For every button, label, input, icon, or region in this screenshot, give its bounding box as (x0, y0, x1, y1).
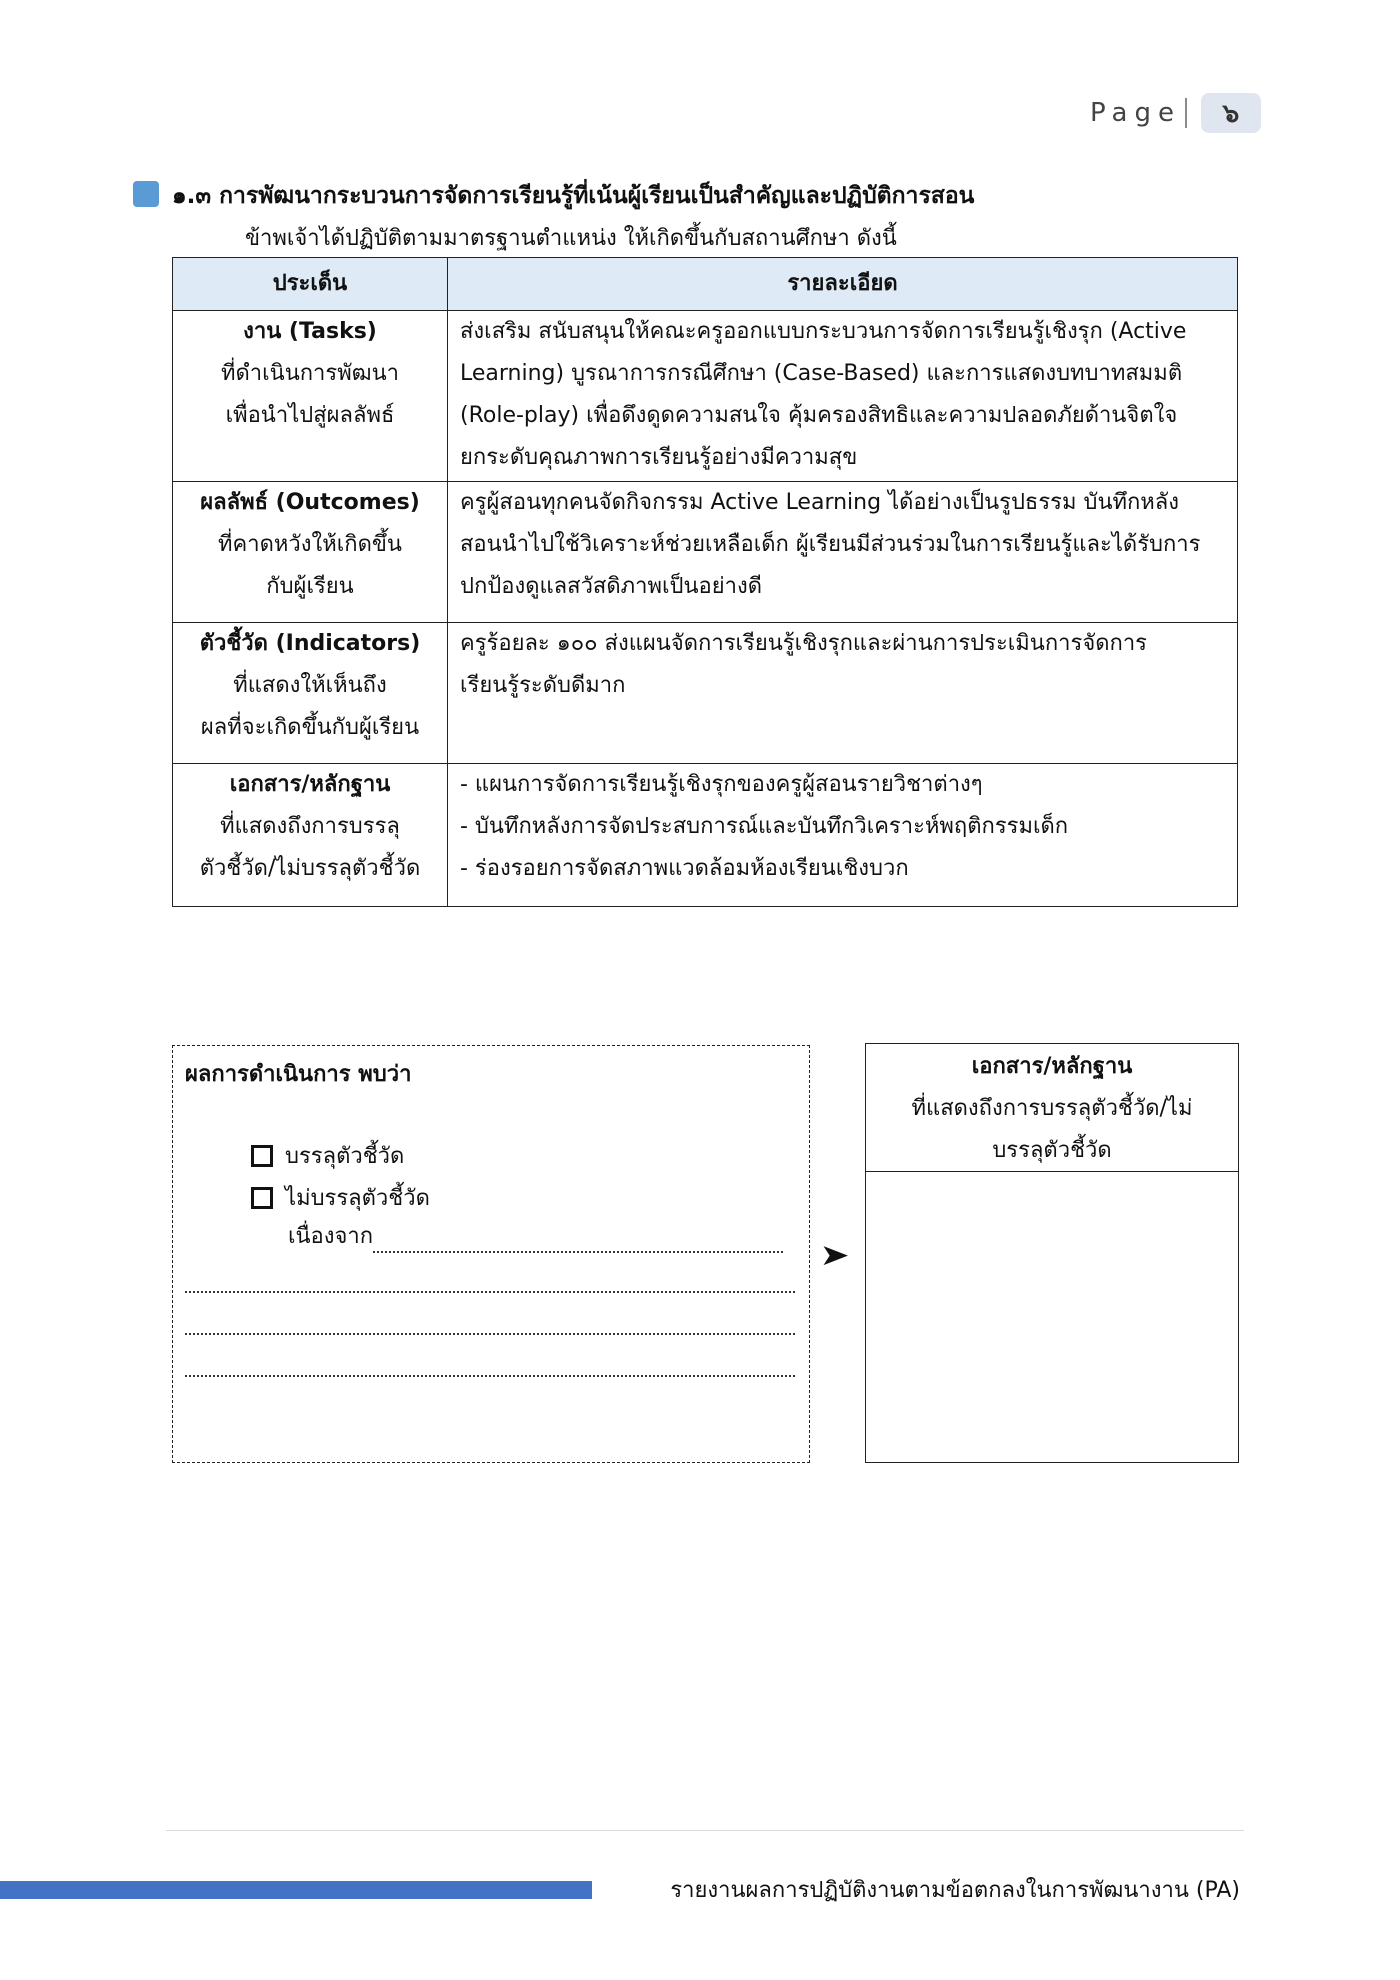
not-achieved-option[interactable] (251, 1180, 430, 1215)
evidence-header (866, 1044, 1238, 1172)
table-row (173, 482, 1238, 623)
achieved-option[interactable] (251, 1138, 404, 1173)
not-achieved-checkbox[interactable] (251, 1187, 273, 1209)
topic-cell (173, 623, 448, 764)
because-fill-line[interactable] (373, 1227, 783, 1253)
result-box (172, 1045, 810, 1463)
result-title: ผลการดำเนินการ พบว่า (185, 1062, 412, 1087)
arrow-left-icon: ➤ (819, 1238, 850, 1273)
detail-cell (448, 764, 1238, 907)
table-row (173, 623, 1238, 764)
topic-subtitle: ที่คาดหวังให้เกิดขึ้น (218, 532, 402, 557)
topic-subtitle: ผลที่จะเกิดขึ้นกับผู้เรียน (200, 715, 420, 740)
topic-cell (173, 311, 448, 482)
topic-subtitle: เพื่อนำไปสู่ผลลัพธ์ (225, 403, 395, 428)
topic-subtitle: ตัวชี้วัด/ไม่บรรลุตัวชี้วัด (199, 856, 421, 881)
because-label: เนื่องจาก (288, 1224, 374, 1249)
detail-line: - แผนการจัดการเรียนรู้เชิงรุกของครูผู้สอนรายวิชาต่างๆ (460, 772, 983, 797)
evidence-title: เอกสาร/หลักฐาน (971, 1054, 1133, 1079)
table-row (173, 764, 1238, 907)
fill-line[interactable] (185, 1374, 795, 1377)
section-intro: ข้าพเจ้าได้ปฏิบัติตามมาตรฐานตำแหน่ง ให้เกิดขึ้นกับสถานศึกษา ดังนี้ (245, 226, 897, 251)
section-bullet-icon (133, 181, 159, 207)
page-separator (1185, 98, 1187, 128)
section-title: ๑.๓ การพัฒนากระบวนการจัดการเรียนรู้ที่เน้นผู้เรียนเป็นสำคัญและปฏิบัติการสอน (172, 183, 975, 209)
topic-title: งาน (Tasks) (243, 319, 377, 344)
evidence-content-area[interactable] (866, 1172, 1238, 1460)
because-line[interactable] (288, 1218, 783, 1253)
detail-line: ส่งเสริม สนับสนุนให้คณะครูออกแบบกระบวนการจัดการเรียนรู้เชิงรุก (Active (460, 319, 1187, 344)
footer-divider (166, 1830, 1244, 1831)
not-achieved-label: ไม่บรรลุตัวชี้วัด (285, 1186, 430, 1211)
detail-cell (448, 311, 1238, 482)
evidence-subtitle: ที่แสดงถึงการบรรลุตัวชี้วัด/ไม่ (911, 1096, 1193, 1121)
table-header-row (173, 258, 1238, 311)
table-row (173, 311, 1238, 482)
topic-title: ตัวชี้วัด (Indicators) (199, 631, 421, 656)
detail-line: - ร่องรอยการจัดสภาพแวดล้อมห้องเรียนเชิงบวก (460, 856, 909, 881)
page-header (1090, 92, 1261, 134)
evidence-subtitle: บรรลุตัวชี้วัด (992, 1138, 1112, 1163)
detail-line: Learning) บูรณาการกรณีศึกษา (Case-Based) และการแสดงบทบาทสมมติ (460, 361, 1183, 386)
page-label: Page (1090, 98, 1181, 128)
detail-line: - บันทึกหลังการจัดประสบการณ์และบันทึกวิเคราะห์พฤติกรรมเด็ก (460, 814, 1069, 839)
topic-cell (173, 482, 448, 623)
detail-cell (448, 482, 1238, 623)
detail-line: เรียนรู้ระดับดีมาก (460, 673, 626, 698)
topic-title: เอกสาร/หลักฐาน (229, 772, 391, 797)
evidence-box (865, 1043, 1239, 1463)
detail-line: สอนนำไปใช้วิเคราะห์ช่วยเหลือเด็ก ผู้เรียนมีส่วนร่วมในการเรียนรู้และได้รับการ (460, 532, 1201, 557)
development-table (172, 257, 1238, 907)
column-header-topic: ประเด็น (173, 258, 448, 311)
detail-line: ปกป้องดูแลสวัสดิภาพเป็นอย่างดี (460, 574, 763, 599)
detail-line: ครูร้อยละ ๑๐๐ ส่งแผนจัดการเรียนรู้เชิงรุกและผ่านการประเมินการจัดการ (460, 631, 1147, 656)
detail-line: (Role-play) เพื่อดึงดูดความสนใจ คุ้มครองสิทธิและความปลอดภัยด้านจิตใจ (460, 403, 1178, 428)
page-number: ๖ (1201, 93, 1261, 133)
footer-accent-bar (0, 1881, 592, 1899)
achieved-checkbox[interactable] (251, 1145, 273, 1167)
topic-subtitle: กับผู้เรียน (266, 574, 354, 599)
topic-title: ผลลัพธ์ (Outcomes) (200, 490, 420, 515)
fill-line[interactable] (185, 1332, 795, 1335)
topic-subtitle: ที่แสดงถึงการบรรลุ (220, 814, 400, 839)
column-header-detail: รายละเอียด (448, 258, 1238, 311)
fill-line[interactable] (185, 1290, 795, 1293)
detail-line: ยกระดับคุณภาพการเรียนรู้อย่างมีความสุข (460, 445, 858, 470)
footer-text: รายงานผลการปฏิบัติงานตามข้อตกลงในการพัฒนางาน (PA) (670, 1878, 1240, 1903)
detail-line: ครูผู้สอนทุกคนจัดกิจกรรม Active Learning ได้อย่างเป็นรูปธรรม บันทึกหลัง (460, 490, 1180, 515)
topic-cell (173, 764, 448, 907)
achieved-label: บรรลุตัวชี้วัด (285, 1144, 405, 1169)
detail-cell (448, 623, 1238, 764)
topic-subtitle: ที่ดำเนินการพัฒนา (221, 361, 399, 386)
topic-subtitle: ที่แสดงให้เห็นถึง (233, 673, 387, 698)
